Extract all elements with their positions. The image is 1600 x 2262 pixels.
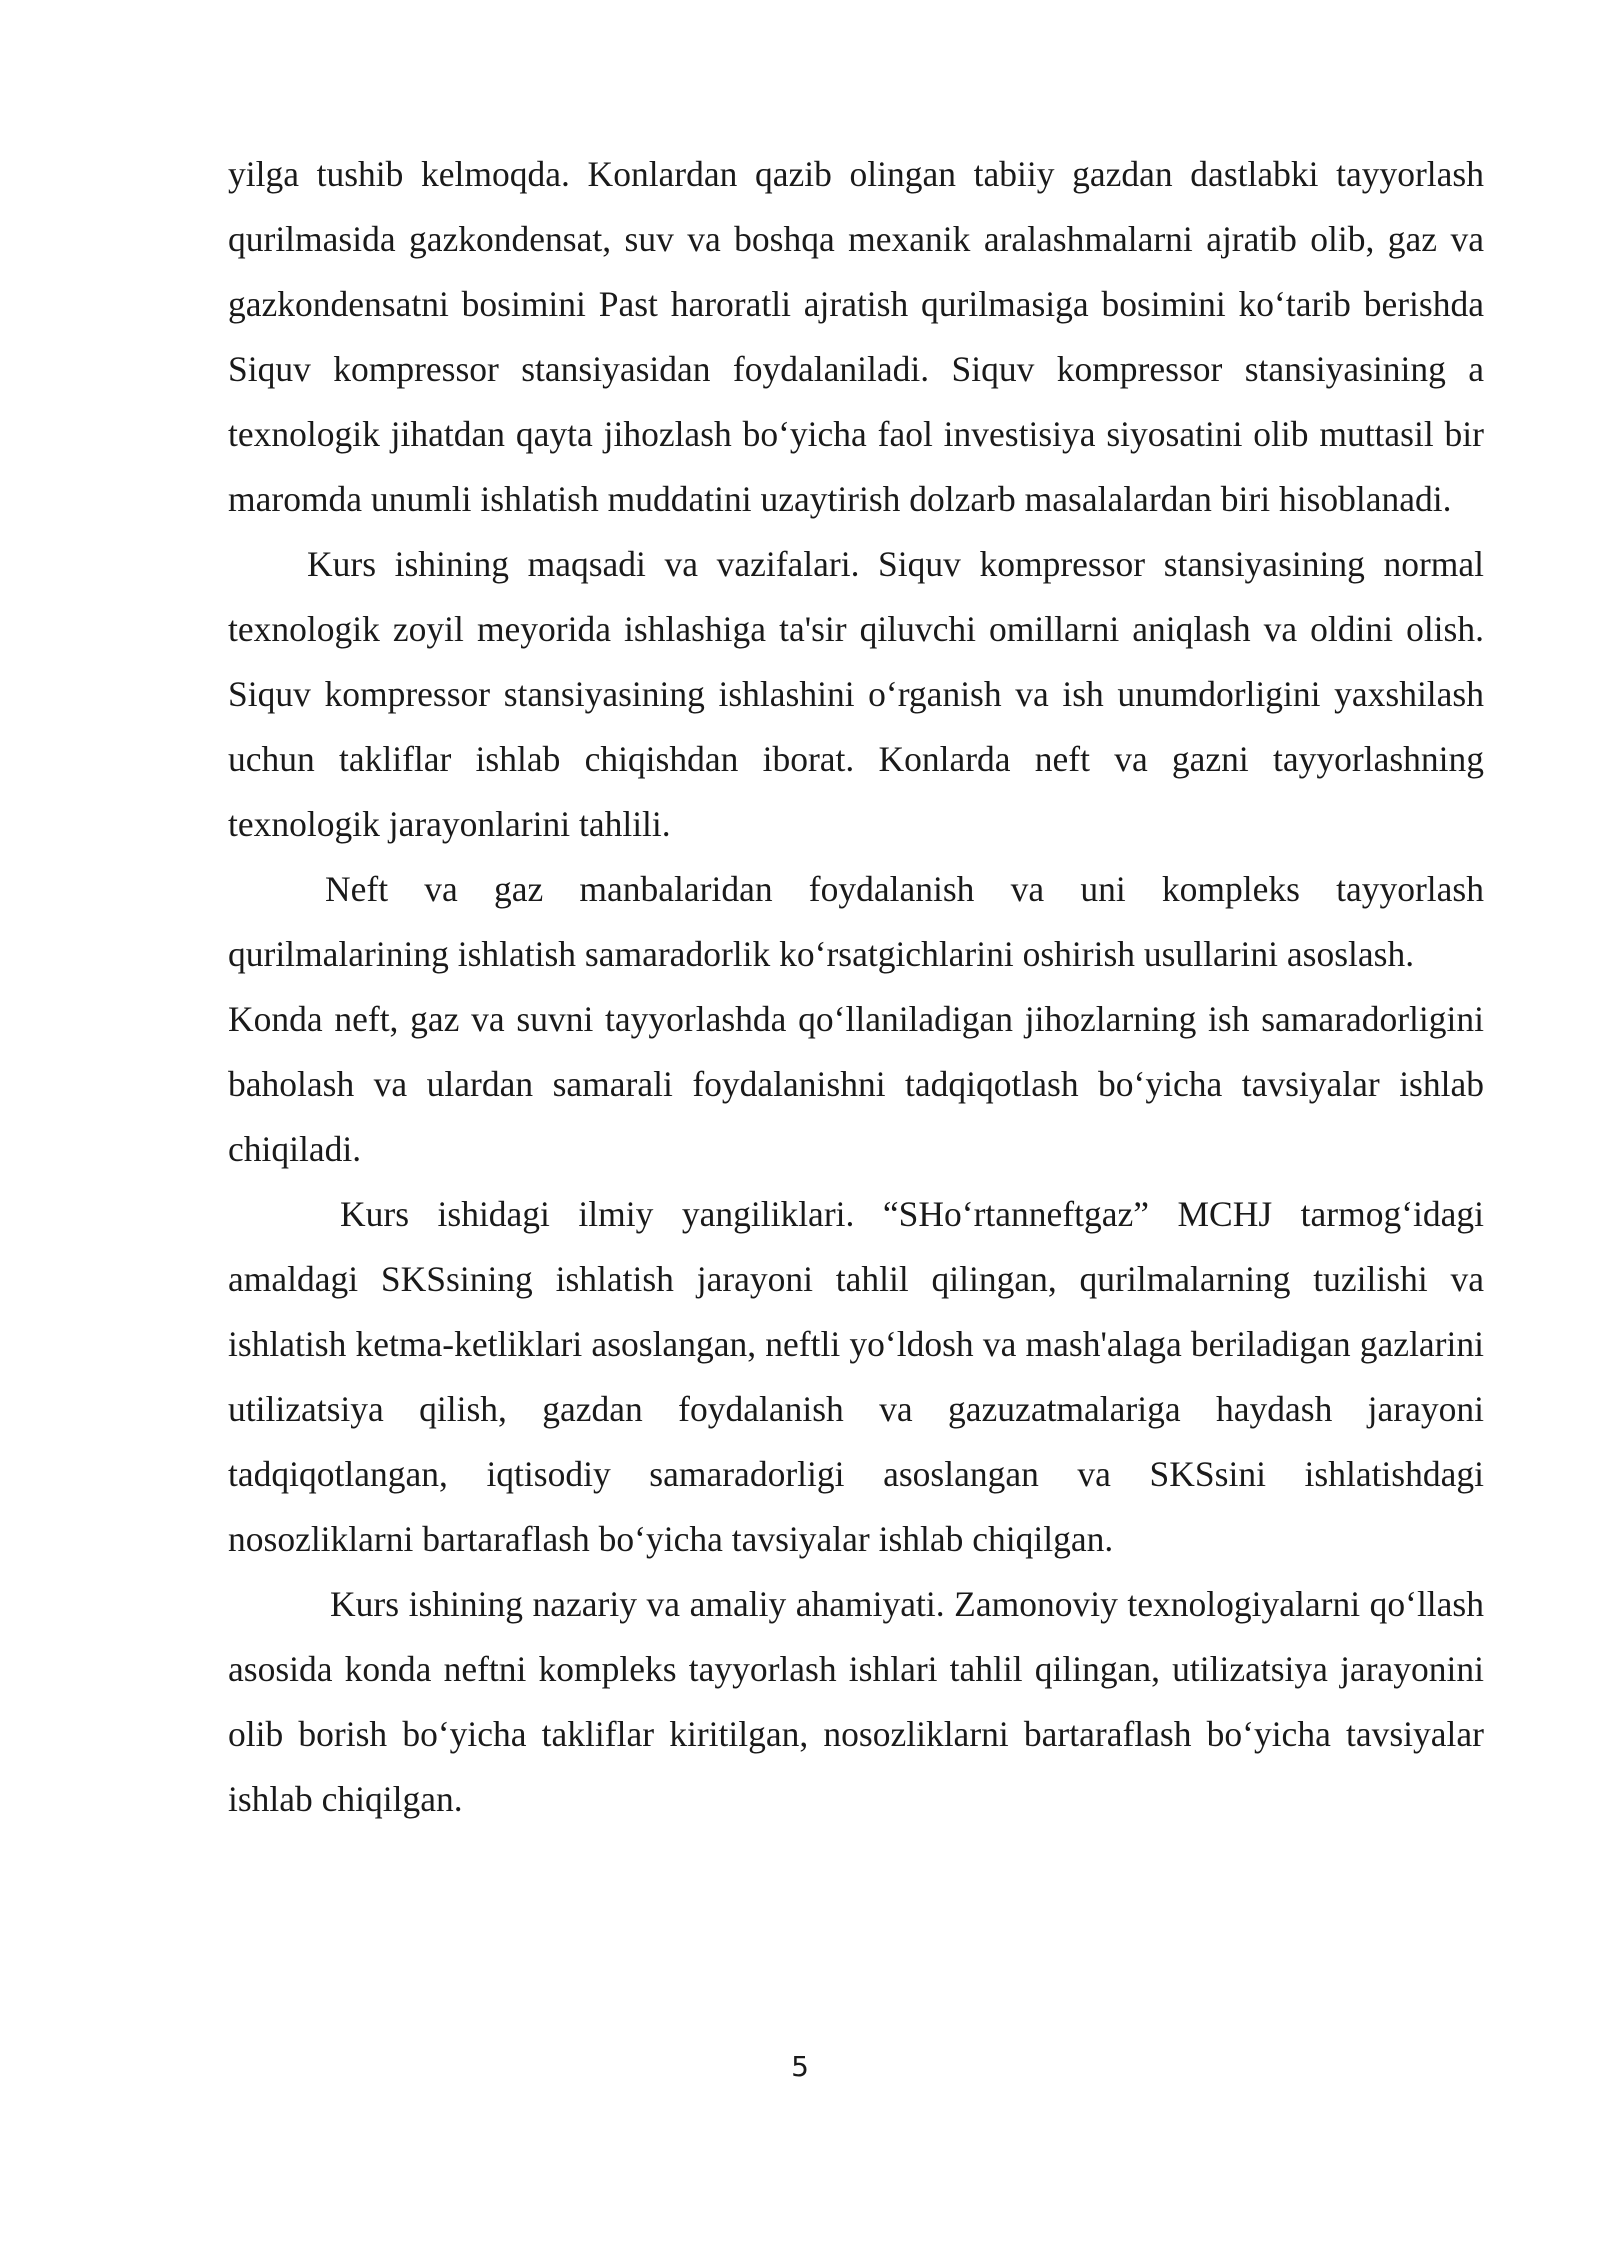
paragraph-resources: Neft va gaz manbalaridan foydalanish va uni kompleks tayyorlash qurilmalarining ishlatish samaradorlik ko‘rsatgichlarini oshirish usullarini asoslash. — [228, 869, 1484, 974]
paragraph-novelty: Kurs ishidagi ilmiy yangiliklari. “SHo‘rtanneftgaz” MCHJ tarmog‘idagi amaldagi SKSsining ishlatish jarayoni tahlil qilingan, qurilmalarning tuzilishi va ishlatish ketma-ketliklari asoslangan, neftli yo‘ldosh va mash'alaga beriladigan gazlarini utilizatsiya qilish, gazdan foydalanish va gazuzatmalariga haydash jarayoni tadqiqotlangan, iqtisodiy samaradorligi asoslangan va SKSsini ishlatishdagi nosozliklarni bartaraflash bo‘yicha tavsiyalar ishlab chiqilgan. — [228, 1194, 1484, 1559]
page-number: 5 — [791, 2050, 809, 2083]
document-page — [228, 142, 1484, 1832]
paragraph-goals: Kurs ishining maqsadi va vazifalari. Siquv kompressor stansiyasining normal texnologik zoyil meyorida ishlashiga ta'sir qiluvchi omillarni aniqlash va oldini olish. Siquv kompressor stansiyasining ishlashini o‘rganish va ish unumdorligini yaxshilash uchun takliflar ishlab chiqishdan iborat. Konlarda neft va gazni tayyorlashning texnologik jarayonlarini tahlili. — [228, 544, 1484, 844]
paragraph-equipment: Konda neft, gaz va suvni tayyorlashda qo‘llaniladigan jihozlarning ish samaradorligini baholash va ulardan samarali foydalanishni tadqiqotlash bo‘yicha tavsiyalar ishlab chiqiladi. — [228, 999, 1484, 1169]
paragraph-intro: yilga tushib kelmoqda. Konlardan qazib olingan tabiiy gazdan dastlabki tayyorlash qurilmasida gazkondensat, suv va boshqa mexanik aralashmalarni ajratib olib, gaz va gazkondensatni bosimini Past haroratli ajratish qurilmasiga bosimini ko‘tarib berishda Siquv kompressor stansiyasidan foydalaniladi. Siquv kompressor stansiyasining a texnologik jihatdan qayta jihozlash bo‘yicha faol investisiya siyosatini olib muttasil bir maromda unumli ishlatish muddatini uzaytirish dolzarb masalalardan biri hisoblanadi. — [228, 154, 1484, 519]
paragraph-significance: Kurs ishining nazariy va amaliy ahamiyati. Zamonoviy texnologiyalarni qo‘llash asosida konda neftni kompleks tayyorlash ishlari tahlil qilingan, utilizatsiya jarayonini olib borish bo‘yicha takliflar kiritilgan, nosozliklarni bartaraflash bo‘yicha tavsiyalar ishlab chiqilgan. — [228, 1584, 1484, 1819]
